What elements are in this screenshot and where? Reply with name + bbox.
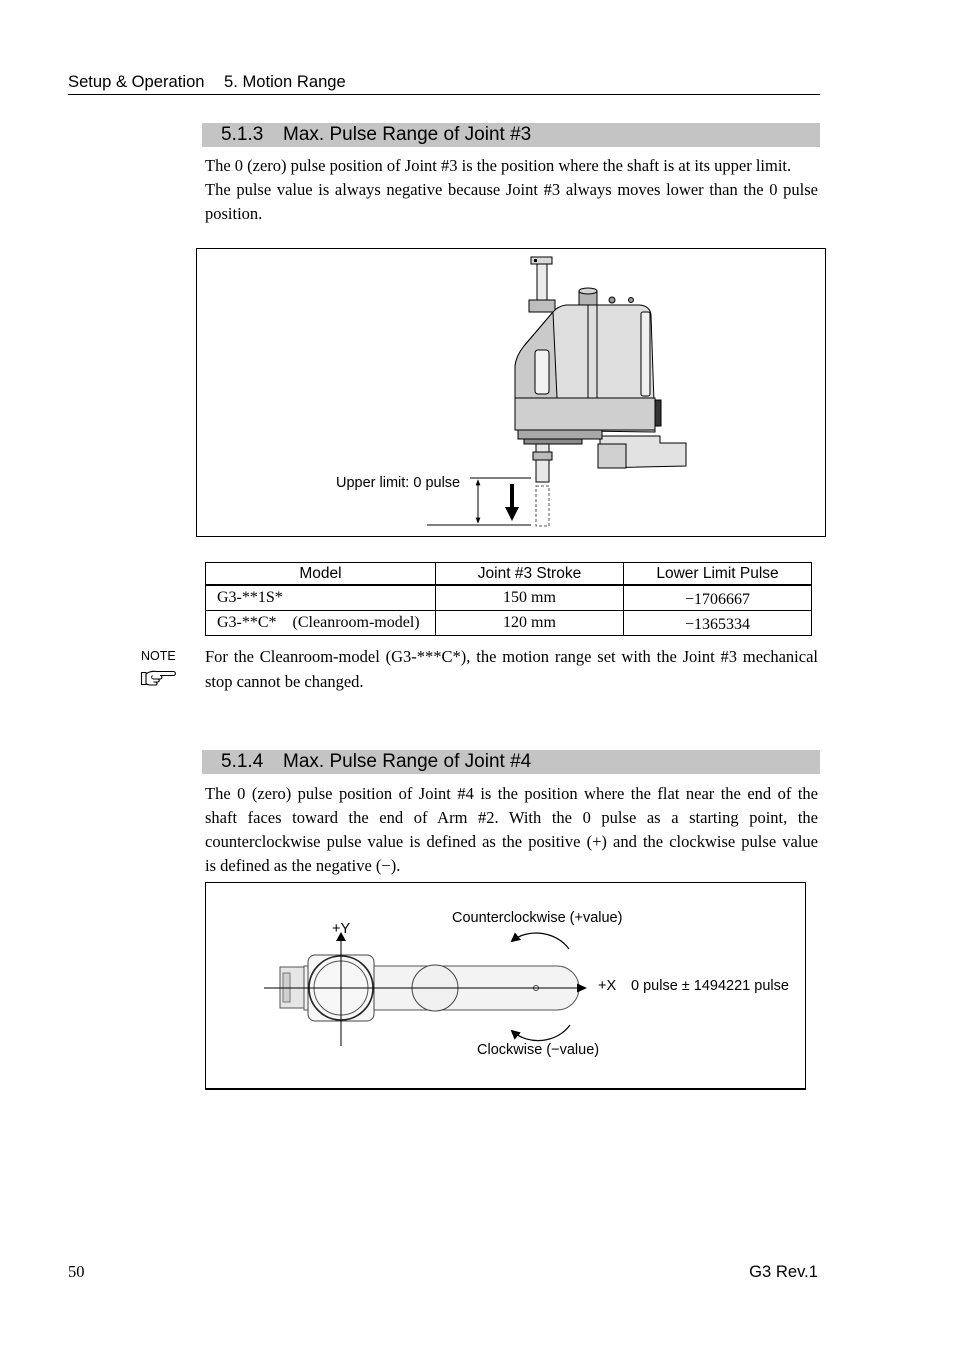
paragraph-line: shaft faces toward the end of Arm #2. With the 0 pulse as a starting point, the (205, 808, 818, 827)
pointing-hand-icon (140, 667, 177, 688)
joint3-figure-drawing (196, 248, 826, 537)
shaft-lower (536, 444, 549, 482)
shaft-lowered-position-dashed (536, 486, 549, 526)
shaft-bushing (529, 300, 555, 312)
section-number: 5.1.3 (221, 124, 264, 145)
shaft-flange-lip (524, 439, 582, 444)
paragraph-line: is defined as the negative (−). (205, 856, 401, 875)
pulse-range-label: 0 pulse ± 1494221 pulse (631, 978, 789, 994)
table-cell-lower-limit: −1365334 (624, 611, 812, 636)
shaft-collar (533, 452, 552, 460)
upper-limit-label: Upper limit: 0 pulse (336, 475, 461, 491)
shaft-top-mark (534, 259, 537, 262)
table-cell-lower-limit: −1706667 (624, 585, 812, 611)
table-row (206, 611, 812, 636)
stroke-table (205, 562, 812, 636)
section-5-1-4-body (205, 782, 818, 878)
table-cell-model: G3-**C* (Cleanroom-model) (206, 611, 436, 636)
x-axis-arrowhead (577, 984, 587, 993)
section-number: 5.1.4 (221, 751, 264, 772)
paragraph-line: counterclockwise pulse value is defined as the positive (+) and the clockwise pulse value (205, 832, 818, 851)
y-axis-label: +Y (332, 921, 351, 937)
header-rule (68, 94, 820, 95)
section-heading-5-1-3 (202, 123, 820, 147)
downward-motion-arrow-head (505, 507, 519, 521)
document-revision: G3 Rev.1 (749, 1262, 818, 1281)
note-label: NOTE (141, 649, 176, 663)
table-row (206, 585, 812, 611)
note-line: stop cannot be changed. (205, 671, 364, 691)
housing-side-slot (641, 312, 650, 396)
section-5-1-3-body (205, 154, 818, 226)
table-header-model: Model (206, 563, 436, 586)
shaft-flange (518, 430, 602, 439)
table-cell-stroke: 120 mm (436, 611, 624, 636)
housing-front-slot (535, 350, 549, 394)
table-header-stroke: Joint #3 Stroke (436, 563, 624, 586)
paragraph-line: The 0 (zero) pulse position of Joint #3 is the position where the shaft is at its upper limit. (205, 156, 792, 175)
section-title: Max. Pulse Range of Joint #3 (283, 124, 532, 145)
section-title: Max. Pulse Range of Joint #4 (283, 751, 532, 772)
section-heading-5-1-4 (202, 750, 820, 774)
paragraph-line: The 0 (zero) pulse position of Joint #4 is the position where the flat near the end of the (205, 784, 818, 803)
paragraph-line: The pulse value is always negative because Joint #3 always moves lower than the 0 pulse (205, 180, 818, 199)
cable-connector (655, 400, 661, 426)
housing-top-knob-cap (579, 288, 597, 294)
paragraph-line: position. (205, 204, 263, 223)
note-line: For the Cleanroom-model (G3-***C*), the motion range set with the Joint #3 mechanical (205, 647, 818, 666)
housing-bolt (629, 298, 634, 303)
housing-base-band (515, 398, 655, 430)
counterclockwise-arrow (512, 933, 569, 949)
page-number: 50 (68, 1262, 85, 1281)
x-axis-label: +X (598, 978, 617, 994)
arm2-block (598, 444, 626, 468)
header-part: Setup & Operation (68, 72, 205, 91)
shaft-upper (537, 264, 547, 302)
note-text (205, 645, 818, 694)
header-chapter: 5. Motion Range (224, 72, 346, 91)
table-header-lower-limit: Lower Limit Pulse (624, 563, 812, 586)
table-header-row (206, 563, 812, 586)
clockwise-arrow (512, 1025, 570, 1041)
table-cell-model: G3-**1S* (206, 585, 436, 611)
table-cell-stroke: 150 mm (436, 585, 624, 611)
housing-bolt (609, 297, 615, 303)
counterclockwise-label: Counterclockwise (+value) (452, 910, 623, 926)
scara-robot-side-view (515, 257, 686, 526)
clockwise-label: Clockwise (−value) (477, 1042, 600, 1058)
